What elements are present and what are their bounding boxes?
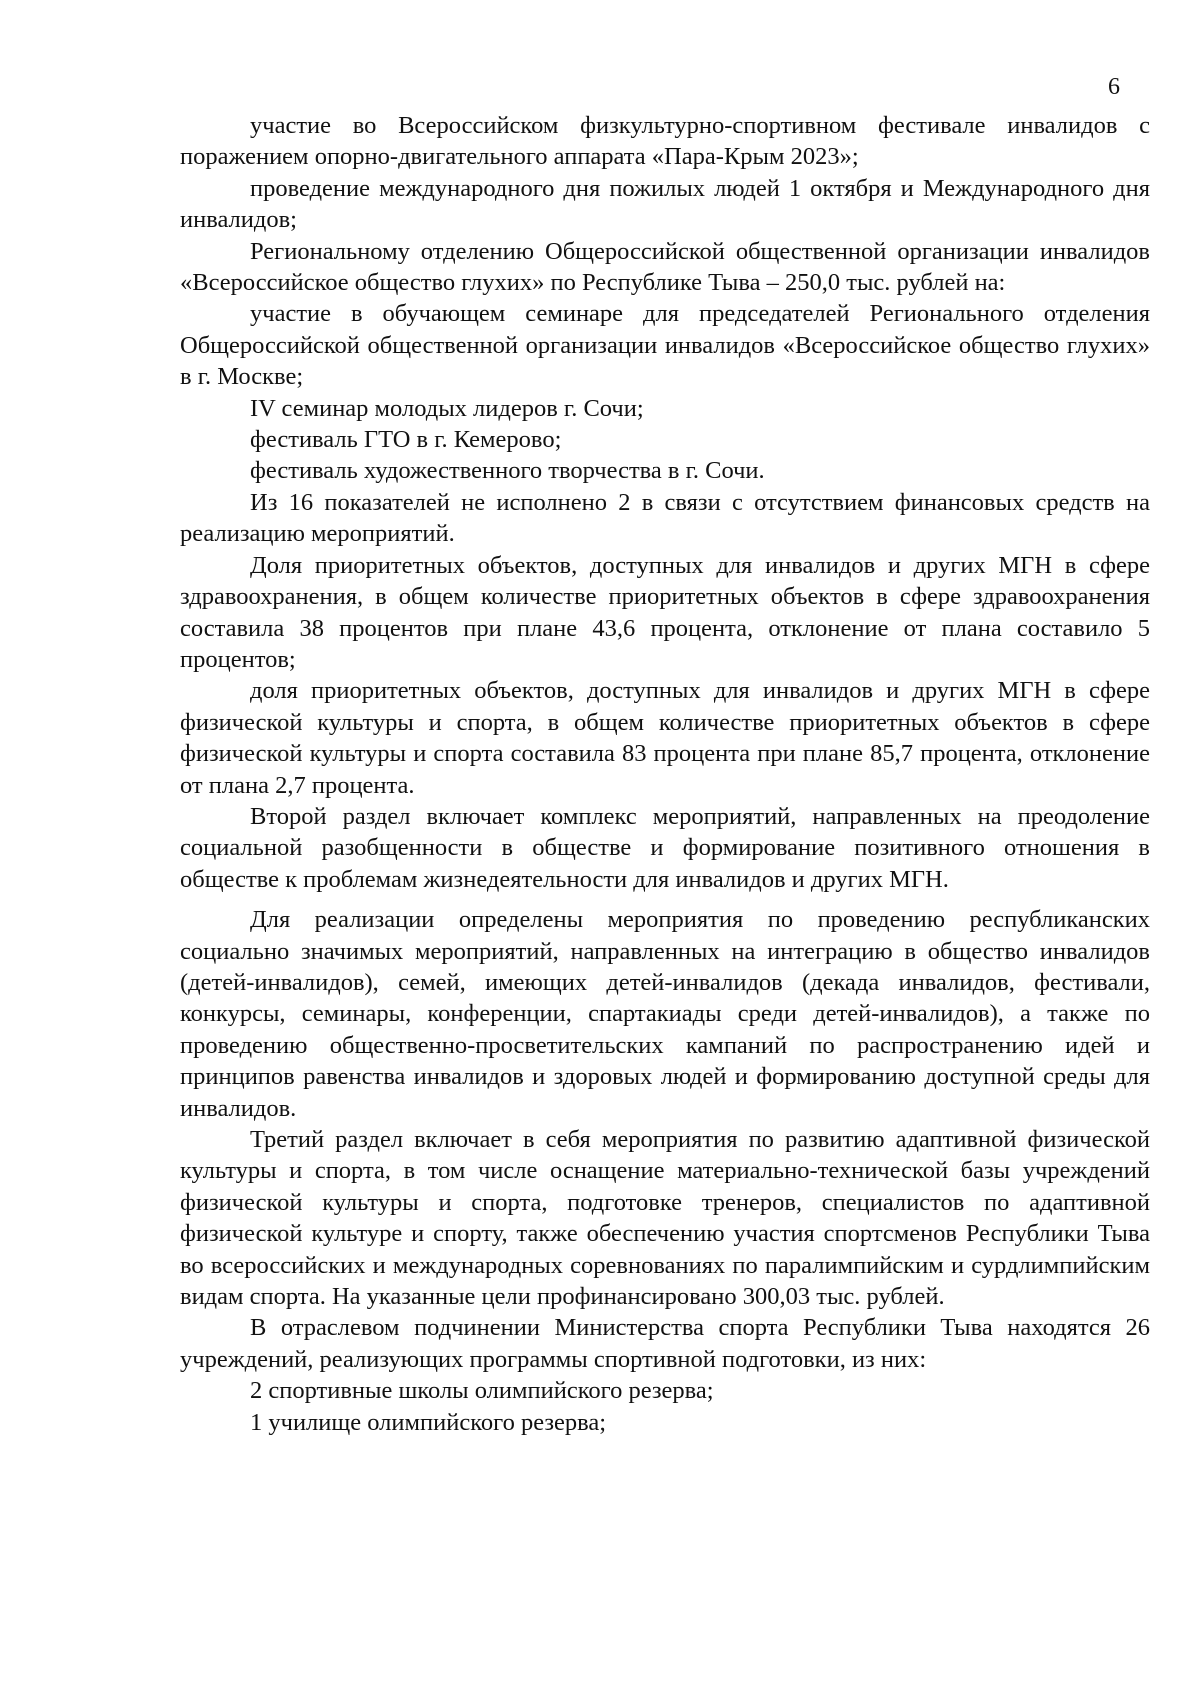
paragraph-para-krym-festival: участие во Всероссийском физкультурно-спортивном фестивале инвалидов с поражением опорно-двигательного аппарата «Пара-Крым 2023»; [180,112,1150,171]
paragraph-elderly-day: проведение международного дня пожилых людей 1 октября и Международного дня инвалидов; [180,174,1150,234]
page-number: 6 [1108,74,1120,100]
paragraph-second-section: Второй раздел включает комплекс мероприятий, направленных на преодоление социальной разобщенности в обществе и формирование позитивного отношения в обществе к проблемам жизнедеятельности для инвалидов и других МГН. [180,802,1150,893]
paragraph-youth-leaders-seminar: IV семинар молодых лидеров г. Сочи; [250,394,644,422]
paragraph-art-festival: фестиваль художественного творчества в г. Сочи. [250,457,765,485]
paragraph-sport-objects: доля приоритетных объектов, доступных для инвалидов и других МГН в сфере физической культуры и спорта, в общем количестве приоритетных объектов в сфере физической культуры и спорта составила 83 процента при плане 85,7 процента, отклонение от плана 2,7 процента. [180,677,1150,799]
paragraph-gto-festival: фестиваль ГТО в г. Кемерово; [250,426,562,454]
paragraph-training-seminar: участие в обучающем семинаре для председателей Регионального отделения Общероссийской общественной организации инвалидов «Всероссийское общество глухих» в г. Москве; [180,300,1150,391]
paragraph-olympic-schools: 2 спортивные школы олимпийского резерва; [250,1377,714,1405]
document-body [180,110,1150,1438]
paragraph-healthcare-objects: Доля приоритетных объектов, доступных для инвалидов и других МГН в сфере здравоохранения, в общем количестве приоритетных объектов в сфере здравоохранения составила 38 процентов при плане 43,6 процента, отклонение от плана составило 5 процентов; [180,551,1150,673]
paragraph-ministry-institutions: В отраслевом подчинении Министерства спорта Республики Тыва находятся 26 учреждений, реализующих программы спортивной подготовки, из них: [180,1314,1150,1373]
paragraph-indicators: Из 16 показателей не исполнено 2 в связи с отсутствием финансовых средств на реализацию мероприятий. [180,488,1150,548]
paragraph-third-section: Третий раздел включает в себя мероприятия по развитию адаптивной физической культуры и спорта, в том числе оснащение материально-технической базы учреждений физической культуры и спорта, подготовке тренеров, специалистов по адаптивной физической культуре и спорту, также обеспечению участия спортсменов Республики Тыва во всероссийских и международных соревнованиях по паралимпийским и сурдлимпийским видам спорта. На указанные цели профинансировано 300,03 тыс. рублей. [180,1126,1150,1311]
paragraph-implementation: Для реализации определены мероприятия по проведению республиканских социально значимых мероприятий, направленных на интеграцию в общество инвалидов (детей-инвалидов), семей, имеющих детей-инвалидов (декада инвалидов, фестивали, конкурсы, семинары, конференции, спартакиады среди детей-инвалидов), а также по проведению общественно-просветительских кампаний по распространению идей и принципов равенства инвалидов и здоровых людей и формированию доступной среды для инвалидов. [180,906,1150,1122]
paragraph-olympic-college: 1 училище олимпийского резерва; [250,1408,607,1436]
paragraph-deaf-society-funding: Региональному отделению Общероссийской общественной организации инвалидов «Всероссийское общество глухих» по Республике Тыва – 250,0 тыс. рублей на: [180,237,1150,297]
